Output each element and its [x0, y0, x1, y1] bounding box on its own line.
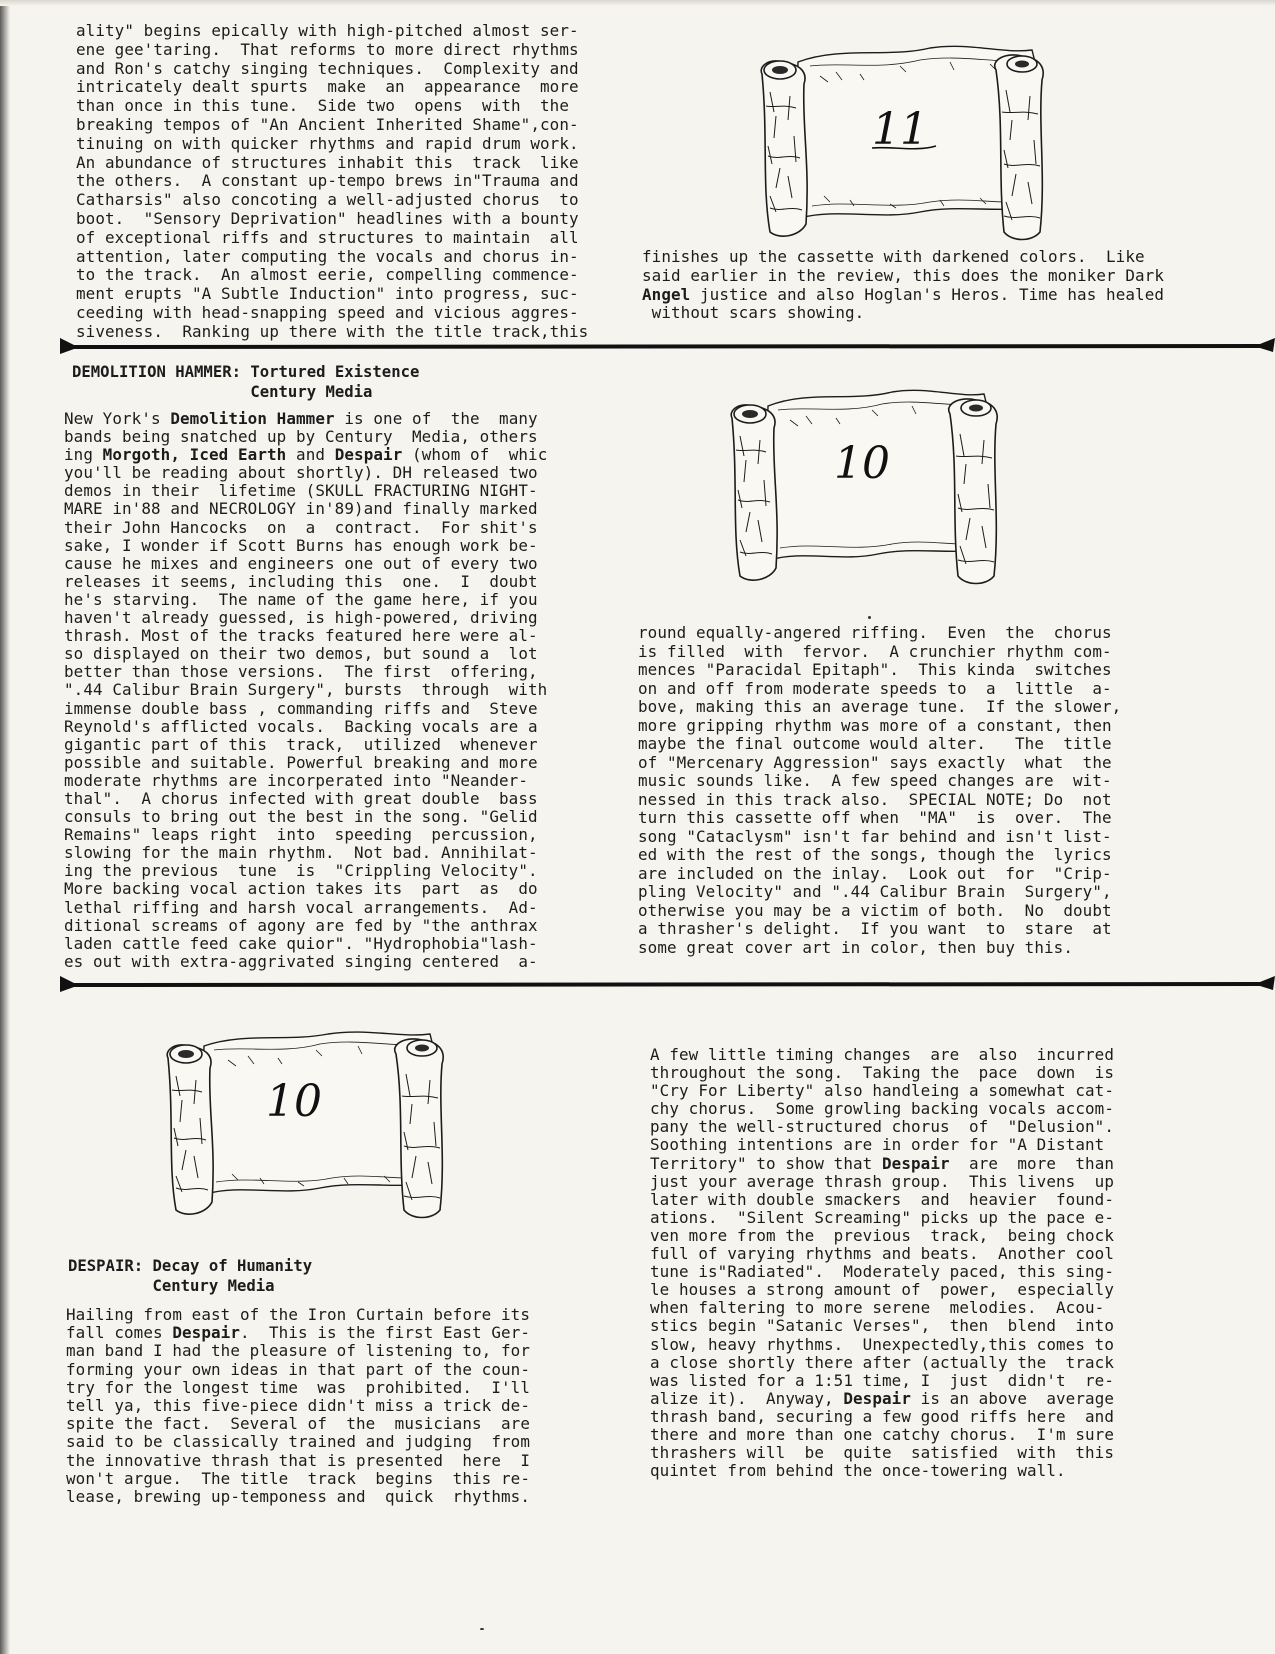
text-line: ing the previous tune is "Crippling Velocity".	[64, 861, 538, 881]
text-line: moderate rhythms are incorperated into "Neander-	[64, 770, 529, 790]
text-line: consuls to bring out the best in the song. "Gelid	[64, 807, 538, 827]
review-text-despair-right	[650, 1046, 1114, 1480]
text-line: tune is"Radiated". Moderately paced, this sing-	[650, 1262, 1115, 1282]
text-line: chy chorus. Some growling backing vocals accom-	[650, 1099, 1115, 1119]
page-top-shadow	[0, 0, 1275, 6]
text-line: Remains" leaps right into speeding percussion,	[64, 825, 538, 845]
text-line: round equally-angered riffing. Even the chorus	[638, 623, 1112, 642]
text-line: forming your own ideas in that part of the coun-	[66, 1359, 531, 1379]
text-line: try for the longest time was prohibited. I'll	[66, 1377, 531, 1397]
section-divider	[60, 974, 1275, 994]
text-line: a close shortly there after (actually the track	[650, 1352, 1115, 1372]
text-line: maybe the final outcome would alter. The title	[638, 734, 1112, 753]
text-line: music sounds like. A few speed changes are wit-	[638, 771, 1112, 790]
text-line: More backing vocal action takes its part as do	[64, 879, 538, 899]
text-line: of exceptional riffs and structures to maintain all	[76, 227, 579, 247]
text-line: are included on the inlay. Look out for "Crip-	[638, 863, 1112, 883]
text-line: gigantic part of this track, utilized whenever	[64, 734, 538, 754]
text-line: mences "Paracidal Epitaph". This kinda switches	[638, 660, 1112, 679]
text-line: the innovative thrash that is presented here I	[66, 1450, 531, 1470]
text-line: there and more than one catchy chorus. I'm sure	[650, 1424, 1115, 1444]
text-line: haven't already guessed, is high-powered, driving	[64, 608, 538, 628]
text-line: tell ya, this five-piece didn't miss a trick de-	[66, 1396, 531, 1416]
text-line: slowing for the main rhythm. Not bad. Annihilat-	[64, 843, 538, 863]
text-line: more gripping rhythm was more of a constant, then	[638, 715, 1112, 735]
text-line: MARE in'88 and NECROLOGY in'89)and finally marked	[64, 499, 538, 519]
text-line: quintet from behind the once-towering wall.	[650, 1461, 1066, 1481]
text-line: bove, making this an average tune. If the slower,	[638, 697, 1122, 716]
text-line: ".44 Calibur Brain Surgery", bursts through with	[64, 680, 548, 700]
text-line: "Cry For Liberty" also handleing a somewhat cat-	[650, 1081, 1115, 1101]
text-line: said to be classically trained and judging from	[66, 1432, 531, 1452]
text-line: ed with the rest of the songs, though the lyrics	[638, 845, 1112, 864]
text-line: throughout the song. Taking the pace down is	[650, 1063, 1115, 1083]
text-line: was listed for a 1:51 time, I just didn't re-	[650, 1370, 1115, 1390]
text-line: so displayed on their two demos, but sound a lot	[64, 644, 538, 664]
text-line: stics begin "Satanic Verses", then blend into	[650, 1316, 1115, 1336]
text-line: fall comes Despair. This is the first East Ger-	[66, 1323, 531, 1343]
text-line: man band I had the pleasure of listening to, for	[66, 1341, 531, 1361]
review-text-demolition-hammer-left	[64, 410, 547, 971]
text-line: Territory" to show that Despair are more than	[650, 1153, 1115, 1173]
text-line: a thrasher's delight. If you want to stare at	[638, 919, 1112, 938]
text-line: releases it seems, including this one. I doubt	[64, 571, 538, 591]
text-line: Catharsis" also concoting a well-adjusted chorus to	[76, 190, 579, 210]
print-speck	[868, 616, 871, 619]
text-line: without scars showing.	[642, 303, 865, 323]
text-line: ceeding with head-snapping speed and vicious aggres-	[76, 302, 579, 322]
rating-scroll-10-demolition-hammer	[712, 382, 1012, 592]
text-line: siveness. Ranking up there with the title track,this	[76, 321, 589, 341]
text-line: cause he mixes and engineers one out of every two	[64, 553, 538, 573]
text-line: full of varying rhythms and beats. Another cool	[650, 1244, 1115, 1264]
text-line: ations. "Silent Screaming" picks up the pace e-	[650, 1207, 1115, 1227]
text-line: of "Mercenary Aggression" says exactly what the	[638, 752, 1112, 772]
rating-number: 10	[266, 1076, 322, 1127]
text-line: lease, brewing up-temponess and quick rhythms.	[66, 1487, 531, 1507]
text-line: some great cover art in color, then buy this.	[638, 937, 1074, 957]
text-line: thrash band, securing a few good riffs here and	[650, 1406, 1115, 1426]
text-line: Soothing intentions are in order for "A Distant	[650, 1135, 1105, 1155]
text-line: ditional screams of agony are fed by "the anthrax	[64, 915, 538, 935]
text-line: ing Morgoth, Iced Earth and Despair (whom of whic	[64, 445, 548, 465]
text-line: sake, I wonder if Scott Burns has enough work be-	[64, 535, 538, 555]
text-line: you'll be reading about shortly). DH released two	[64, 463, 538, 483]
review-continuation-right-text	[642, 248, 1164, 323]
text-line: demos in their lifetime (SKULL FRACTURING NIGHT-	[64, 481, 538, 501]
text-line: he's starving. The name of the game here, if you	[64, 589, 538, 609]
text-line: than once in this tune. Side two opens with the	[76, 96, 570, 116]
text-line: lethal riffing and harsh vocal arrangements. Ad-	[64, 897, 538, 917]
text-line: An abundance of structures inhabit this track like	[76, 152, 579, 172]
text-line: said earlier in the review, this does the moniker Dark	[642, 265, 1165, 285]
text-line: the others. A constant up-tempo brews in"Trauma and	[76, 171, 579, 191]
review-heading-demolition-hammer: DEMOLITION HAMMER: Tortured Existence Century Media	[72, 363, 420, 401]
rating-scroll-11	[740, 36, 1060, 246]
text-line: slow, heavy rhythms. Unexpectedly,this comes to	[650, 1334, 1115, 1354]
text-line: thal". A chorus infected with great double bass	[64, 788, 538, 808]
text-line: better than those versions. The first offering,	[64, 662, 538, 682]
text-line: es out with extra-aggrivated singing centered a-	[64, 951, 538, 971]
text-line: on and off from moderate speeds to a little a-	[638, 678, 1112, 698]
text-line: New York's Demolition Hammer is one of the many	[64, 409, 538, 428]
text-line: Reynold's afflicted vocals. Backing vocals are a	[64, 716, 538, 736]
text-line: their John Hancocks on a contract. For shit's	[64, 517, 538, 537]
text-line: ality" begins epically with high-pitched almost ser-	[76, 21, 579, 40]
text-line: pany the well-structured chorus of "Delusion".	[650, 1117, 1115, 1137]
text-line: ment erupts "A Subtle Induction" into progress, suc-	[76, 284, 579, 304]
text-line: to the track. An almost eerie, compelling commence-	[76, 265, 579, 285]
text-line: finishes up the cassette with darkened colors. Like	[642, 247, 1145, 266]
text-line: A few little timing changes are also incurred	[650, 1045, 1115, 1064]
text-line: and Ron's catchy singing techniques. Complexity and	[76, 58, 579, 78]
text-line: possible and suitable. Powerful breaking and more	[64, 752, 538, 772]
text-line: Angel justice and also Hoglan's Heros. Time has healed	[642, 284, 1165, 304]
text-line: alize it). Anyway, Despair is an above average	[650, 1388, 1115, 1408]
text-line: thrash. Most of the tracks featured here were al-	[64, 626, 538, 646]
review-text-despair-left	[66, 1306, 530, 1506]
text-line: later with double smackers and heavier found-	[650, 1189, 1115, 1209]
rating-number: 11	[872, 104, 928, 155]
review-text-demolition-hammer-right	[638, 624, 1121, 957]
text-line: otherwise you may be a victim of both. No doubt	[638, 900, 1112, 920]
text-line: song "Cataclysm" isn't far behind and isn't list-	[638, 826, 1112, 846]
text-line: spite the fact. Several of the musicians are	[66, 1414, 531, 1434]
text-line: bands being snatched up by Century Media, others	[64, 427, 538, 447]
text-line: just your average thrash group. This livens up	[650, 1171, 1115, 1191]
page-edge-shadow	[0, 0, 10, 1654]
review-continuation-text	[76, 22, 588, 342]
rating-scroll-10-despair	[148, 1024, 458, 1224]
text-line: won't argue. The title track begins this re-	[66, 1468, 531, 1488]
text-line: attention, later computing the vocals and chorus in-	[76, 246, 579, 266]
text-line: Hailing from east of the Iron Curtain before its	[66, 1305, 531, 1324]
text-line: ene gee'taring. That reforms to more direct rhythms	[76, 39, 579, 59]
text-line: when faltering to more serene melodies. Acou-	[650, 1298, 1105, 1318]
print-speck	[480, 1628, 484, 1630]
text-line: le houses a strong amount of power, especially	[650, 1280, 1115, 1300]
text-line: immense double bass , commanding riffs and Steve	[64, 698, 538, 718]
section-divider	[60, 336, 1275, 356]
text-line: laden cattle feed cake quior". "Hydrophobia"lash-	[64, 933, 538, 953]
review-heading-despair: DESPAIR: Decay of Humanity Century Media	[68, 1257, 313, 1295]
text-line: boot. "Sensory Deprivation" headlines with a bounty	[76, 208, 579, 228]
text-line: intricately dealt spurts make an appearance more	[76, 77, 579, 97]
text-line: breaking tempos of "An Ancient Inherited Shame",con-	[76, 114, 579, 134]
text-line: nessed in this track also. SPECIAL NOTE; Do not	[638, 789, 1112, 809]
text-line: ven more from the previous track, being chock	[650, 1225, 1115, 1245]
text-line: thrashers will be quite satisfied with this	[650, 1443, 1115, 1463]
text-line: turn this cassette off when "MA" is over. The	[638, 808, 1112, 827]
text-line: is filled with fervor. A crunchier rhythm com-	[638, 641, 1112, 661]
text-line: pling Velocity" and ".44 Calibur Brain Surgery",	[638, 882, 1112, 901]
rating-number: 10	[834, 438, 890, 489]
text-line: tinuing on with quicker rhythms and rapid drum work.	[76, 133, 579, 153]
